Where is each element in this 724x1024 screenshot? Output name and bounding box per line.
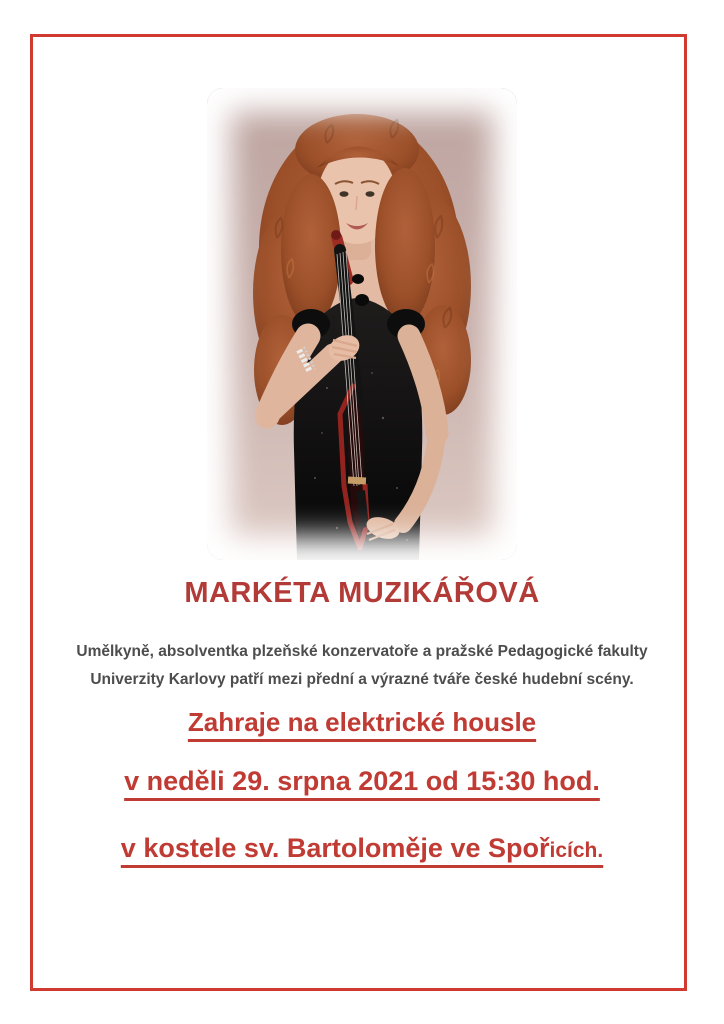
event-line-when bbox=[0, 766, 724, 797]
event-line-what bbox=[0, 707, 724, 738]
bio-line-2: Univerzity Karlovy patří mezi přední a výrazné tváře české hudební scény. bbox=[90, 671, 634, 688]
violin-bridge bbox=[348, 477, 366, 485]
portrait-photo bbox=[207, 88, 517, 560]
portrait-illustration bbox=[207, 88, 517, 560]
event-line-what-text: Zahraje na elektrické housle bbox=[187, 707, 537, 737]
event-line-when-text: v neděli 29. srpna 2021 od 15:30 hod. bbox=[124, 766, 600, 796]
bio-line-1: Umělkyně, absolventka plzeňské konzervatoře a pražské Pedagogické fakulty bbox=[76, 643, 648, 660]
event-line-where-small: icích. bbox=[549, 839, 604, 862]
event-line-where bbox=[0, 833, 724, 864]
event-line-where-text bbox=[121, 833, 603, 863]
artist-name-title: MARKÉTA MUZIKÁŘOVÁ bbox=[184, 577, 540, 609]
event-line-where-main: v kostele sv. Bartoloměje ve Spoř bbox=[120, 833, 550, 863]
artist-bio bbox=[62, 638, 662, 694]
